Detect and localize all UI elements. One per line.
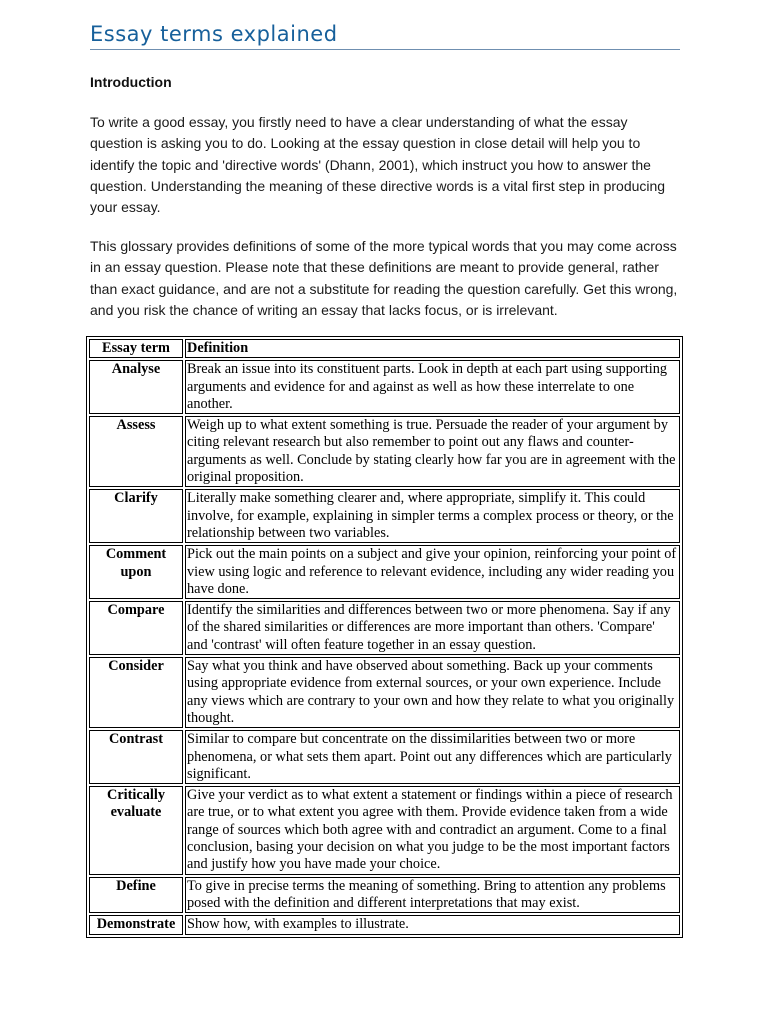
table-row (89, 915, 680, 934)
table-header-row (89, 339, 680, 358)
definition-cell: Pick out the main points on a subject and give your opinion, reinforcing your point of view using logic and reference to relevant evidence, including any wider reading you have done. (185, 545, 680, 599)
column-header-definition: Definition (185, 339, 680, 358)
definition-cell: Say what you think and have observed about something. Back up your comments using appropriate evidence from external sources, or your own experience. Include any views which are contrary to your own and how they relate to what you originally thought. (185, 657, 680, 728)
section-heading-introduction: Introduction (90, 74, 172, 90)
term-cell: Define (89, 877, 183, 914)
definition-cell: Show how, with examples to illustrate. (185, 915, 680, 934)
table-row (89, 786, 680, 874)
definition-cell: Break an issue into its constituent parts. Look in depth at each part using supporting arguments and evidence for and against as well as how these interrelate to one another. (185, 360, 680, 414)
definition-cell: Similar to compare but concentrate on the dissimilarities between two or more phenomena, or what sets them apart. Point out any differences which are particularly significant. (185, 730, 680, 784)
term-cell: Critically evaluate (89, 786, 183, 874)
term-cell: Analyse (89, 360, 183, 414)
term-cell: Contrast (89, 730, 183, 784)
term-cell: Clarify (89, 489, 183, 543)
term-cell: Assess (89, 416, 183, 487)
term-cell: Comment upon (89, 545, 183, 599)
term-cell: Compare (89, 601, 183, 655)
table-row (89, 489, 680, 543)
table-row (89, 730, 680, 784)
page-title: Essay terms explained (90, 22, 680, 50)
definition-cell: To give in precise terms the meaning of something. Bring to attention any problems posed with the definition and different interpretations that may exist. (185, 877, 680, 914)
definition-cell: Literally make something clearer and, where appropriate, simplify it. This could involve, for example, explaining in simpler terms a complex process or theory, or the relationship between two variables. (185, 489, 680, 543)
intro-paragraph: To write a good essay, you firstly need to have a clear understanding of what the essay question is asking you to do. Looking at the essay question in close detail will help you to identify the topic and 'directive words' (Dhann, 2001), which instruct you how to answer the question. Understanding the meaning of these directive words is a vital first step in producing your essay. (90, 114, 666, 216)
term-cell: Demonstrate (89, 915, 183, 934)
glossary-table (86, 336, 683, 938)
definition-cell: Identify the similarities and differences between two or more phenomena. Say if any of the shared similarities or differences are more important than others. 'Compare' and 'contrast' will often feature together in an essay question. (185, 601, 680, 655)
column-header-essay-term: Essay term (89, 339, 183, 358)
definition-cell: Weigh up to what extent something is true. Persuade the reader of your argument by citing relevant research but also remember to point out any flaws and counter-arguments as well. Conclude by stating clearly how far you are in agreement with the original proposition. (185, 416, 680, 487)
glossary-note-paragraph: This glossary provides definitions of some of the more typical words that you may come across in an essay question. Please note that these definitions are meant to provide general, rather than exact guidance, and are not a substitute for reading the question carefully. Get this wrong, and you risk the chance of writing an essay that lacks focus, or is irrelevant. (90, 238, 678, 318)
table-row (89, 601, 680, 655)
table-row (89, 877, 680, 914)
table-row (89, 360, 680, 414)
table-row (89, 657, 680, 728)
term-cell: Consider (89, 657, 183, 728)
table-row (89, 545, 680, 599)
definition-cell: Give your verdict as to what extent a statement or findings within a piece of research are true, or to what extent you agree with them. Provide evidence taken from a wide range of sources which both agree with and contradict an argument. Come to a final conclusion, basing your decision on what you judge to be the most important factors and justify how you have made your choice. (185, 786, 680, 874)
table-row (89, 416, 680, 487)
